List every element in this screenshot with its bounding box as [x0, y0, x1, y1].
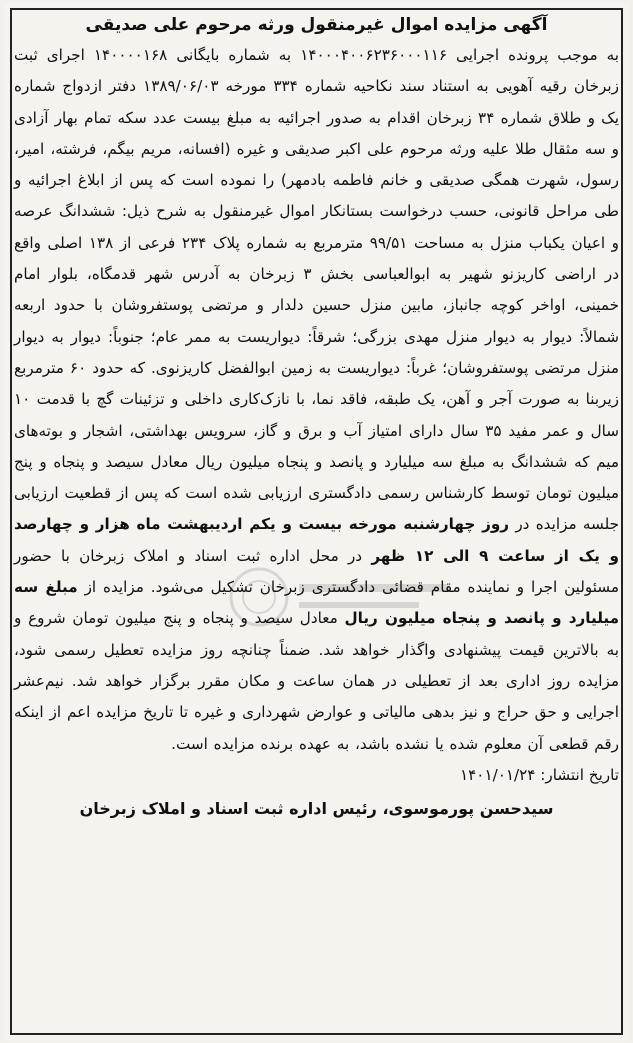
- body-part-1: به موجب پرونده اجرایی ۱۴۰۰۰۴۰۰۶۲۳۶۰۰۰۱۱۶ به شماره بایگانی ۱۴۰۰۰۰۱۶۸ اجرای ثبت زبرخان رقیه آهویی به استناد سند نکاحیه شماره ۳۳۴ مورخه ۱۳۸۹/۰۶/۰۳ دفتر ازدواج شماره یک و طلاق شماره ۳۴ زبرخان اقدام به صدور اجرائیه به مبلغ بیست عدد سکه تمام بهار آزادی و سه مثقال طلا علیه ورثه مرحوم علی اکبر صدیقی و غیره (افسانه، مریم بیگم، فرشته، امیر، رسول، شهرت همگی صدیقی و خانم فاطمه بادمهر) را نموده است که پس از ابلاغ اجرائیه و طی مراحل قانونی، حسب درخواست بستانکار اموال غیرمنقول به شرح ذیل: ششدانگ عرصه و اعیان یکباب منزل به مساحت ۹۹/۵۱ مترمربع به شماره پلاک ۲۳۴ فرعی از ۱۳۸ اصلی واقع در اراضی کاریزنو شهیر به ابوالعباسی بخش ۳ زبرخان به آدرس شهر قدمگاه، بلوار امام خمینی، اواخر کوچه جانباز، مابین منزل حسین دلدار و مرتضی پوستفروشان با حدود اربعه شمالاً: دیوار به دیوار منزل مهدی بزرگی؛ شرقاً: دیواریست به ممر عام؛ جنوباً: دیوار به دیوار منزل مرتضی پوستفروشان؛ غرباً: دیواریست به زمین ابوالفضل کاریزنوی. که حدود ۶۰ مترمربع زیربنا به صورت آجر و آهن، یک طبقه، فاقد نما، با نازک‌کاری داخلی و تزئینات گچ با قدمت ۱۰ سال و عمر مفید ۳۵ سال دارای امتیاز آب و برق و گاز، سرویس بهداشتی، اشجار و بوته‌های میم که ششدانگ به مبلغ سه میلیارد و پانصد و پنجاه میلیون ریال معادل سیصد و پنجاه و پنج میلیون تومان توسط کارشناس رسمی دادگستری ارزیابی شده است که پس از قطعیت ارزیابی جلسه مزایده در: [14, 46, 619, 534]
- auction-notice: [14, 12, 619, 826]
- newspaper-clipping: [4, 2, 629, 1041]
- body-part-2: در محل اداره ثبت اسناد و املاک زبرخان با حضور مسئولین اجرا و نماینده مقام قضائی دادگستری زبرخان تشکیل می‌شود. مزایده از: [14, 546, 619, 597]
- notice-title: آگهی مزایده اموال غیرمنقول ورثه مرحوم علی صدیقی: [85, 15, 548, 35]
- starting-price: مبلغ سه میلیارد و پانصد و پنجاه میلیون ریال: [14, 578, 619, 628]
- body-part-3: معادل سیصد و پنجاه و پنج میلیون تومان شروع و به بالاترین قیمت پیشنهادی واگذار خواهد شد. ضمناً چنانچه روز مزایده تعطیل رسمی شود، مزایده روز اداری بعد از تعطیلی در همان ساعت و مکان مقرر برگزار خواهد شد. نیم‌عشر اجرایی و حق حراج و نیز بدهی مالیاتی و عوارض شهرداری و غیره تا تاریخ مزایده اعم از اینکه رقم قطعی آن معلوم شده یا نشده باشد، به عهده برنده مزایده است.: [14, 609, 619, 753]
- auction-date-time: روز چهارشنبه مورخه بیست و یکم اردیبهشت ماه هزار و چهارصد و یک از ساعت ۹ الی ۱۲ ظهر: [14, 515, 619, 565]
- publish-date: تاریخ انتشار: ۱۴۰۱/۰۱/۲۴: [459, 765, 619, 784]
- signature-line: سیدحسن پورموسوی، رئیس اداره ثبت اسناد و املاک زبرخان: [79, 798, 554, 818]
- notice-body: [14, 40, 619, 760]
